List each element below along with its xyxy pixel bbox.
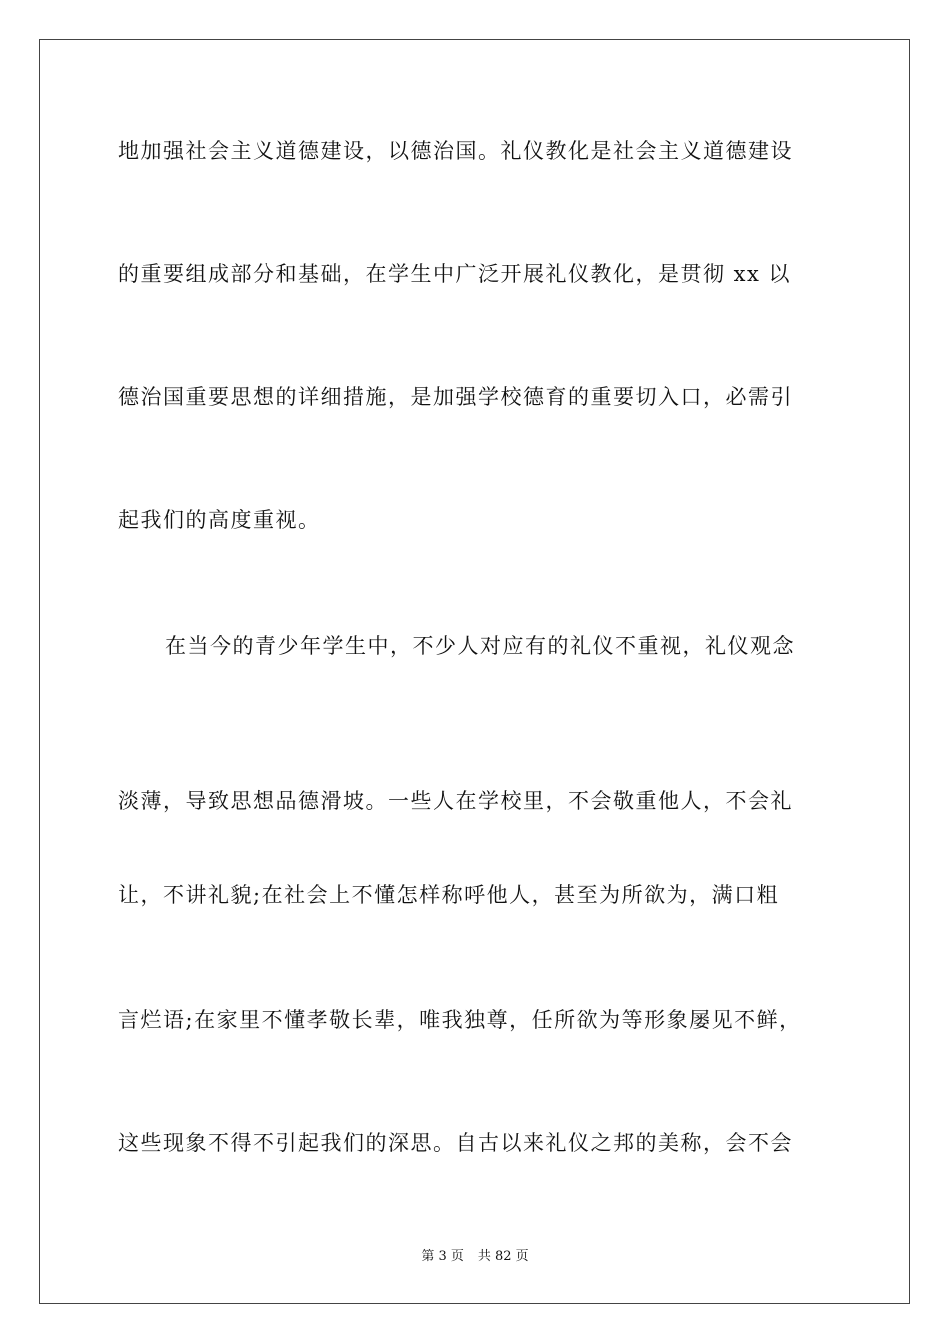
total-pages: 共 82 页 (477, 1249, 529, 1264)
text-line-8: 言烂语;在家里不懂孝敬长辈，唯我独尊，任所欲为等形象屡见不鲜， (118, 1008, 802, 1032)
text-line-7: 让，不讲礼貌;在社会上不懂怎样称呼他人，甚至为所欲为，满口粗 (118, 883, 780, 907)
text-line-1: 地加强社会主义道德建设，以德治国。礼仪教化是社会主义道德建设 (118, 139, 793, 163)
page-footer (0, 1245, 950, 1264)
page-number: 第 3 页 (421, 1249, 464, 1264)
text-line-3: 德治国重要思想的详细措施，是加强学校德育的重要切入口，必需引 (118, 385, 793, 409)
text-line-2: 的重要组成部分和基础，在学生中广泛开展礼仪教化，是贯彻 xx 以 (118, 262, 792, 286)
text-line-9: 这些现象不得不引起我们的深思。自古以来礼仪之邦的美称，会不会 (118, 1131, 793, 1155)
page-border (39, 39, 910, 1304)
text-line-6: 淡薄，导致思想品德滑坡。一些人在学校里，不会敬重他人，不会礼 (118, 789, 793, 813)
paragraph-2-first-line: 在当今的青少年学生中，不少人对应有的礼仪不重视，礼仪观念 (165, 634, 795, 658)
text-line-4: 起我们的高度重视。 (118, 508, 321, 532)
